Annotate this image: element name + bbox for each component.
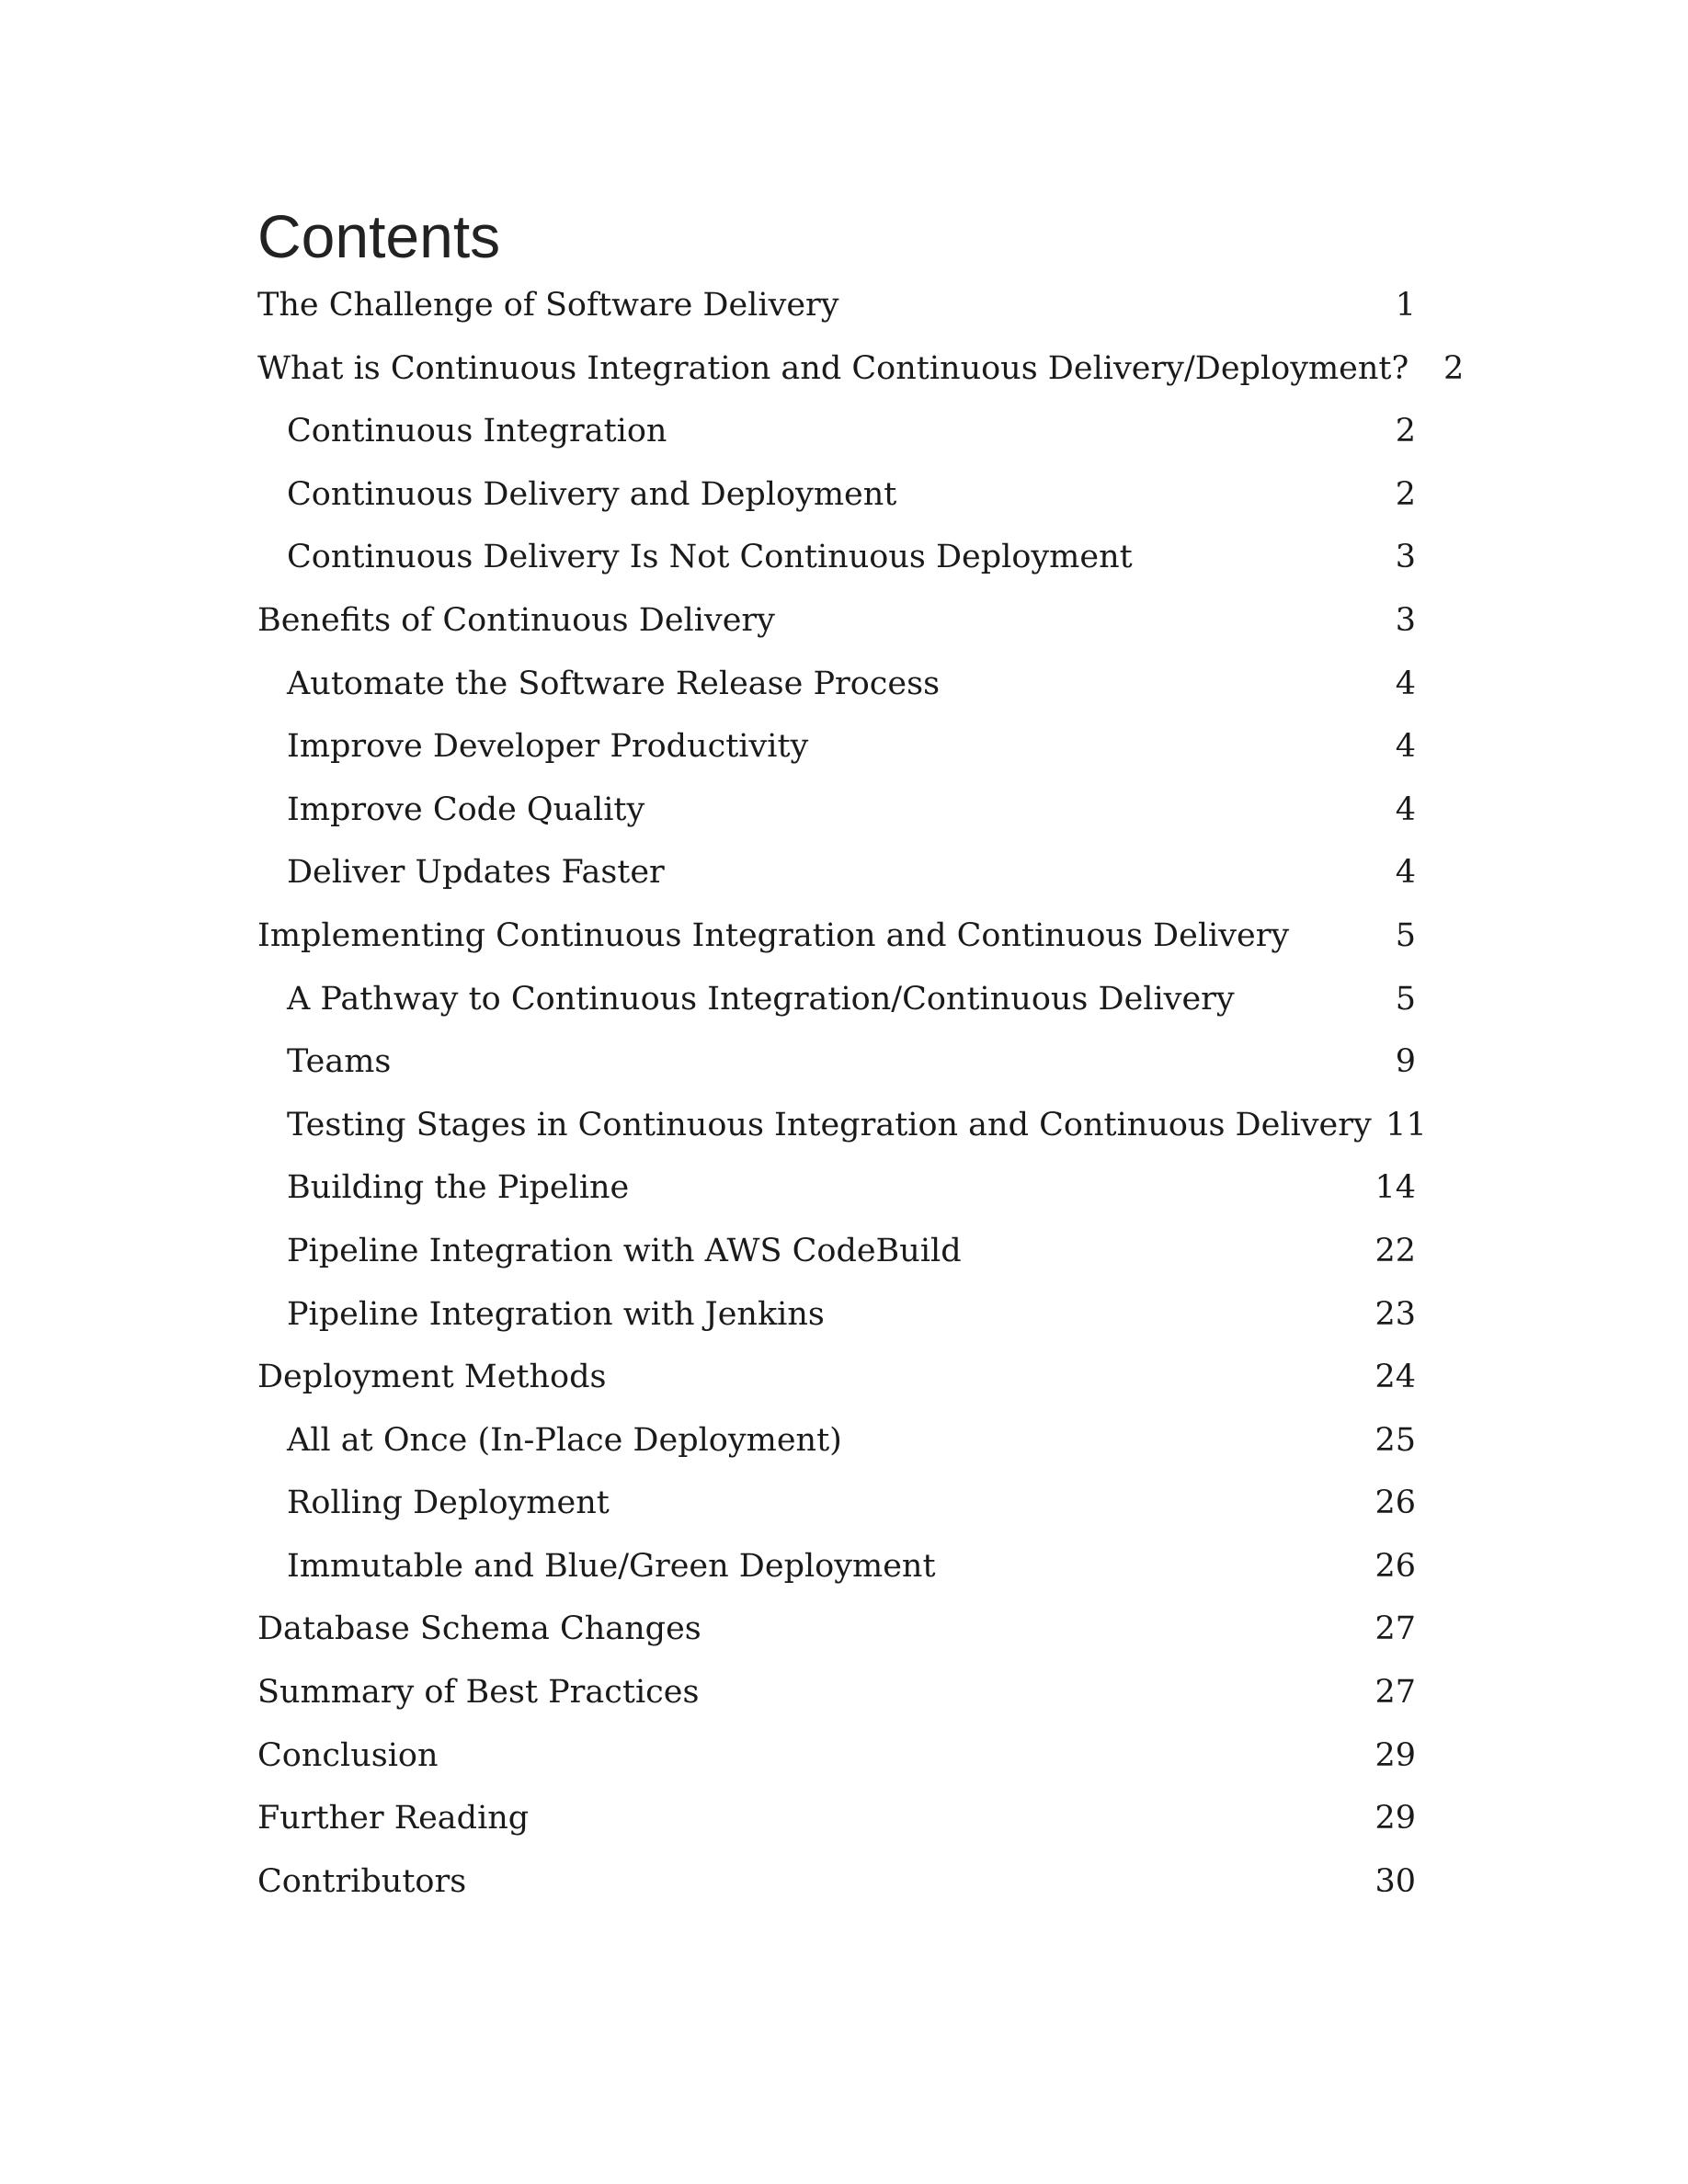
toc-entry-label: Immutable and Blue/Green Deployment	[287, 1547, 936, 1585]
toc-entry[interactable]	[257, 1548, 1416, 1611]
toc-entry-label: Implementing Continuous Integration and Continuous Delivery	[257, 916, 1290, 954]
toc-entry-page-number: 2	[1395, 413, 1416, 450]
toc-entry-label: Contributors	[257, 1862, 467, 1900]
toc-entry[interactable]	[257, 1106, 1427, 1170]
toc-entry-label: Improve Developer Productivity	[287, 728, 809, 766]
toc-entry[interactable]	[257, 1359, 1416, 1422]
toc-entry-label: The Challenge of Software Delivery	[257, 287, 839, 324]
toc-entry-page-number: 30	[1374, 1862, 1416, 1900]
toc-entry-label: Rolling Deployment	[287, 1484, 610, 1522]
toc-entry-label: Continuous Integration	[287, 413, 667, 450]
toc-entry-page-number: 26	[1374, 1484, 1416, 1522]
toc-entry[interactable]	[257, 1169, 1416, 1233]
toc-entry-label: Pipeline Integration with Jenkins	[287, 1295, 825, 1333]
toc-entry-page-number: 5	[1395, 980, 1416, 1018]
toc-entry-page-number: 5	[1395, 916, 1416, 954]
toc-entry-label: What is Continuous Integration and Continuous Delivery/Deployment?	[257, 349, 1409, 387]
toc-entry-page-number: 29	[1374, 1800, 1416, 1837]
toc-entry-page-number: 3	[1395, 539, 1416, 576]
toc-entry[interactable]	[257, 1043, 1416, 1107]
toc-entry-page-number: 4	[1395, 791, 1416, 828]
toc-entry-page-number: 27	[1374, 1610, 1416, 1648]
table-of-contents	[257, 195, 1465, 1926]
toc-entry[interactable]	[257, 1800, 1416, 1863]
toc-entry[interactable]	[257, 917, 1416, 981]
toc-entry-page-number: 1	[1395, 287, 1416, 324]
toc-entry[interactable]	[257, 539, 1416, 602]
toc-entry-page-number: 2	[1395, 475, 1416, 513]
toc-entry-label: All at Once (In-Place Deployment)	[287, 1421, 842, 1459]
toc-entry-label: Deployment Methods	[257, 1359, 607, 1396]
toc-entry[interactable]	[257, 1484, 1416, 1548]
toc-entry-page-number: 22	[1374, 1232, 1416, 1269]
toc-entry-label: Automate the Software Release Process	[287, 665, 941, 702]
toc-entry-page-number: 26	[1374, 1547, 1416, 1585]
toc-entry[interactable]	[257, 1233, 1416, 1296]
toc-entry-label: A Pathway to Continuous Integration/Continuous Delivery	[287, 980, 1235, 1018]
toc-entry-page-number: 9	[1395, 1043, 1416, 1081]
toc-entry-label: Deliver Updates Faster	[287, 854, 665, 892]
toc-entry[interactable]	[257, 981, 1416, 1044]
toc-entry-label: Further Reading	[257, 1800, 530, 1837]
toc-entry-label: Testing Stages in Continuous Integration and Continuous Delivery	[287, 1106, 1372, 1143]
toc-entry[interactable]	[257, 1296, 1416, 1359]
toc-entry[interactable]	[257, 1422, 1416, 1485]
toc-entry[interactable]	[257, 854, 1416, 917]
toc-entry[interactable]	[257, 791, 1416, 855]
toc-entry[interactable]	[257, 1863, 1416, 1927]
toc-entry-page-number: 29	[1374, 1736, 1416, 1774]
toc-entry[interactable]	[257, 287, 1416, 350]
toc-entry-label: Continuous Delivery and Deployment	[287, 475, 897, 513]
toc-entry[interactable]	[257, 1610, 1416, 1674]
toc-entry[interactable]	[257, 602, 1416, 665]
toc-entry-label: Database Schema Changes	[257, 1610, 701, 1648]
toc-entry-label: Benefits of Continuous Delivery	[257, 601, 775, 639]
toc-entry-label: Pipeline Integration with AWS CodeBuild	[287, 1232, 962, 1269]
toc-entry-page-number: 4	[1395, 728, 1416, 766]
toc-entry-page-number: 25	[1374, 1421, 1416, 1459]
toc-entry-label: Summary of Best Practices	[257, 1674, 700, 1712]
toc-list	[257, 287, 1465, 1926]
page-title: Contents	[257, 202, 501, 270]
toc-entry-page-number: 27	[1374, 1674, 1416, 1712]
toc-entry-page-number: 23	[1374, 1295, 1416, 1333]
toc-entry[interactable]	[257, 349, 1465, 414]
toc-entry-page-number: 4	[1395, 665, 1416, 702]
toc-entry-page-number: 11	[1386, 1106, 1427, 1143]
toc-entry[interactable]	[257, 1737, 1416, 1801]
toc-entry[interactable]	[257, 413, 1416, 476]
toc-entry[interactable]	[257, 728, 1416, 791]
toc-entry-label: Improve Code Quality	[287, 791, 645, 828]
toc-entry-page-number: 24	[1374, 1359, 1416, 1396]
toc-entry-label: Continuous Delivery Is Not Continuous Deployment	[287, 539, 1133, 576]
toc-entry-page-number: 4	[1395, 854, 1416, 892]
toc-entry-label: Building the Pipeline	[287, 1169, 630, 1207]
toc-entry-page-number: 2	[1443, 349, 1465, 387]
toc-entry[interactable]	[257, 665, 1416, 729]
toc-entry-page-number: 14	[1374, 1169, 1416, 1207]
toc-entry-label: Conclusion	[257, 1736, 439, 1774]
toc-entry[interactable]	[257, 476, 1416, 540]
toc-entry-label: Teams	[287, 1043, 392, 1081]
toc-entry[interactable]	[257, 1674, 1416, 1737]
toc-entry-page-number: 3	[1395, 601, 1416, 639]
